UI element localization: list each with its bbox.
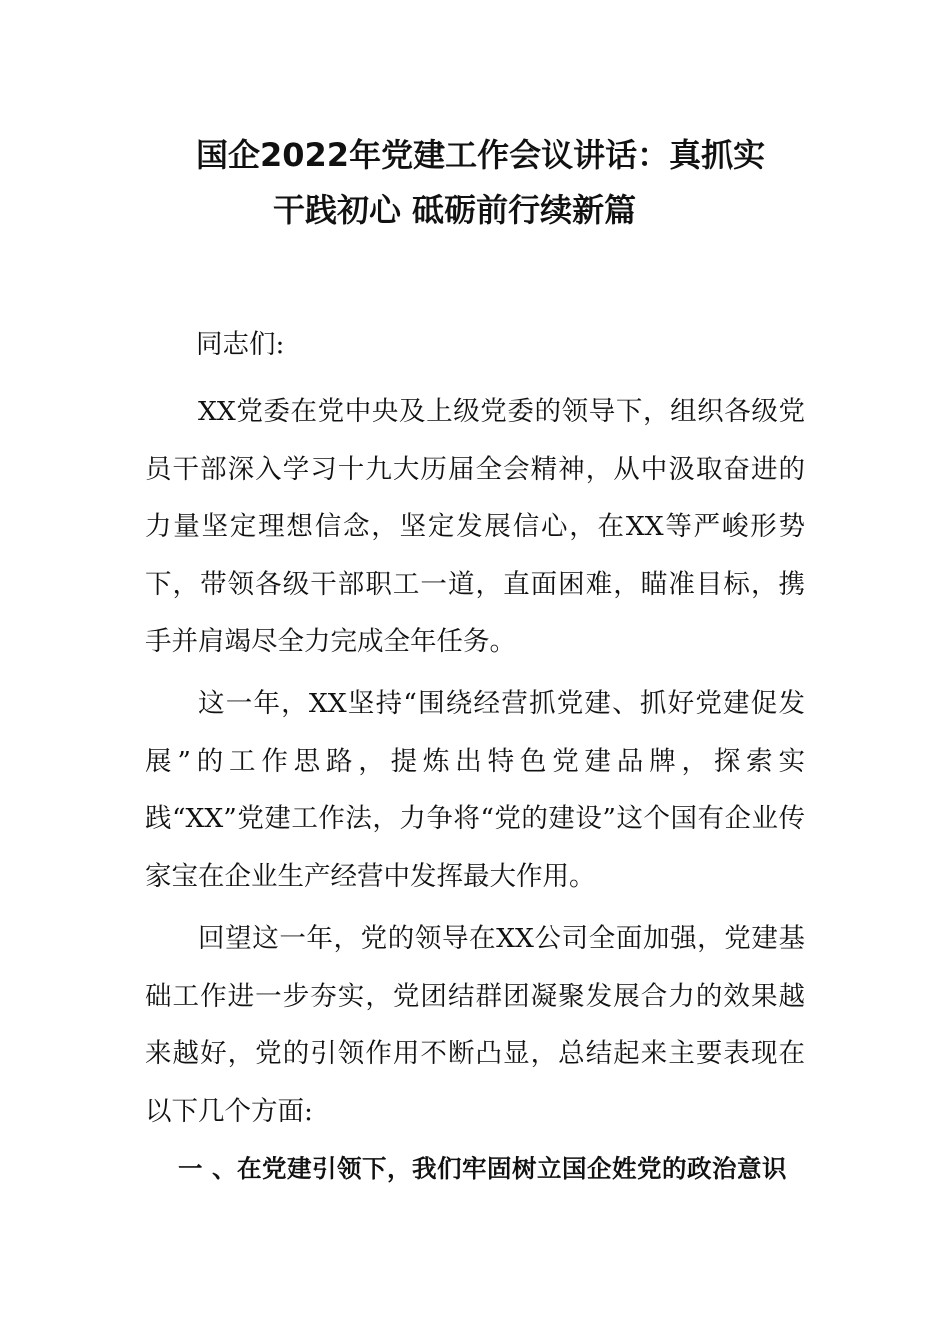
paragraph-3: 回望这一年，党的领导在XX公司全面加强，党建基础工作进一步夯实，党团结群团凝聚发展合力的效果越来越好，党的引领作用不断凸显，总结起来主要表现在以下几个方面: bbox=[145, 923, 805, 1127]
paragraph-2: 这一年，XX坚持“围绕经营抓党建、抓好党建促发展”的工作思路，提炼出特色党建品牌，探索实践“XX”党建工作法，力争将“党的建设”这个国有企业传家宝在企业生产经营中发挥最大作用。 bbox=[145, 688, 805, 892]
salutation: 同志们: bbox=[196, 329, 285, 360]
document-title-line-2: 干践初心 砥砺前行续新篇 bbox=[273, 191, 637, 229]
section-heading: 一 、在党建引领下，我们牢固树立国企姓党的政治意识 bbox=[178, 1154, 788, 1183]
document-title-line-1: 国企2022年党建工作会议讲话：真抓实 bbox=[196, 136, 766, 174]
paragraph-1: XX党委在党中央及上级党委的领导下，组织各级党员干部深入学习十九大历届全会精神，从中汲取奋进的力量坚定理想信念，坚定发展信心，在XX等严峻形势下，带领各级干部职工一道，直面困难，瞄准目标，携手并肩竭尽全力完成全年任务。 bbox=[145, 396, 805, 657]
